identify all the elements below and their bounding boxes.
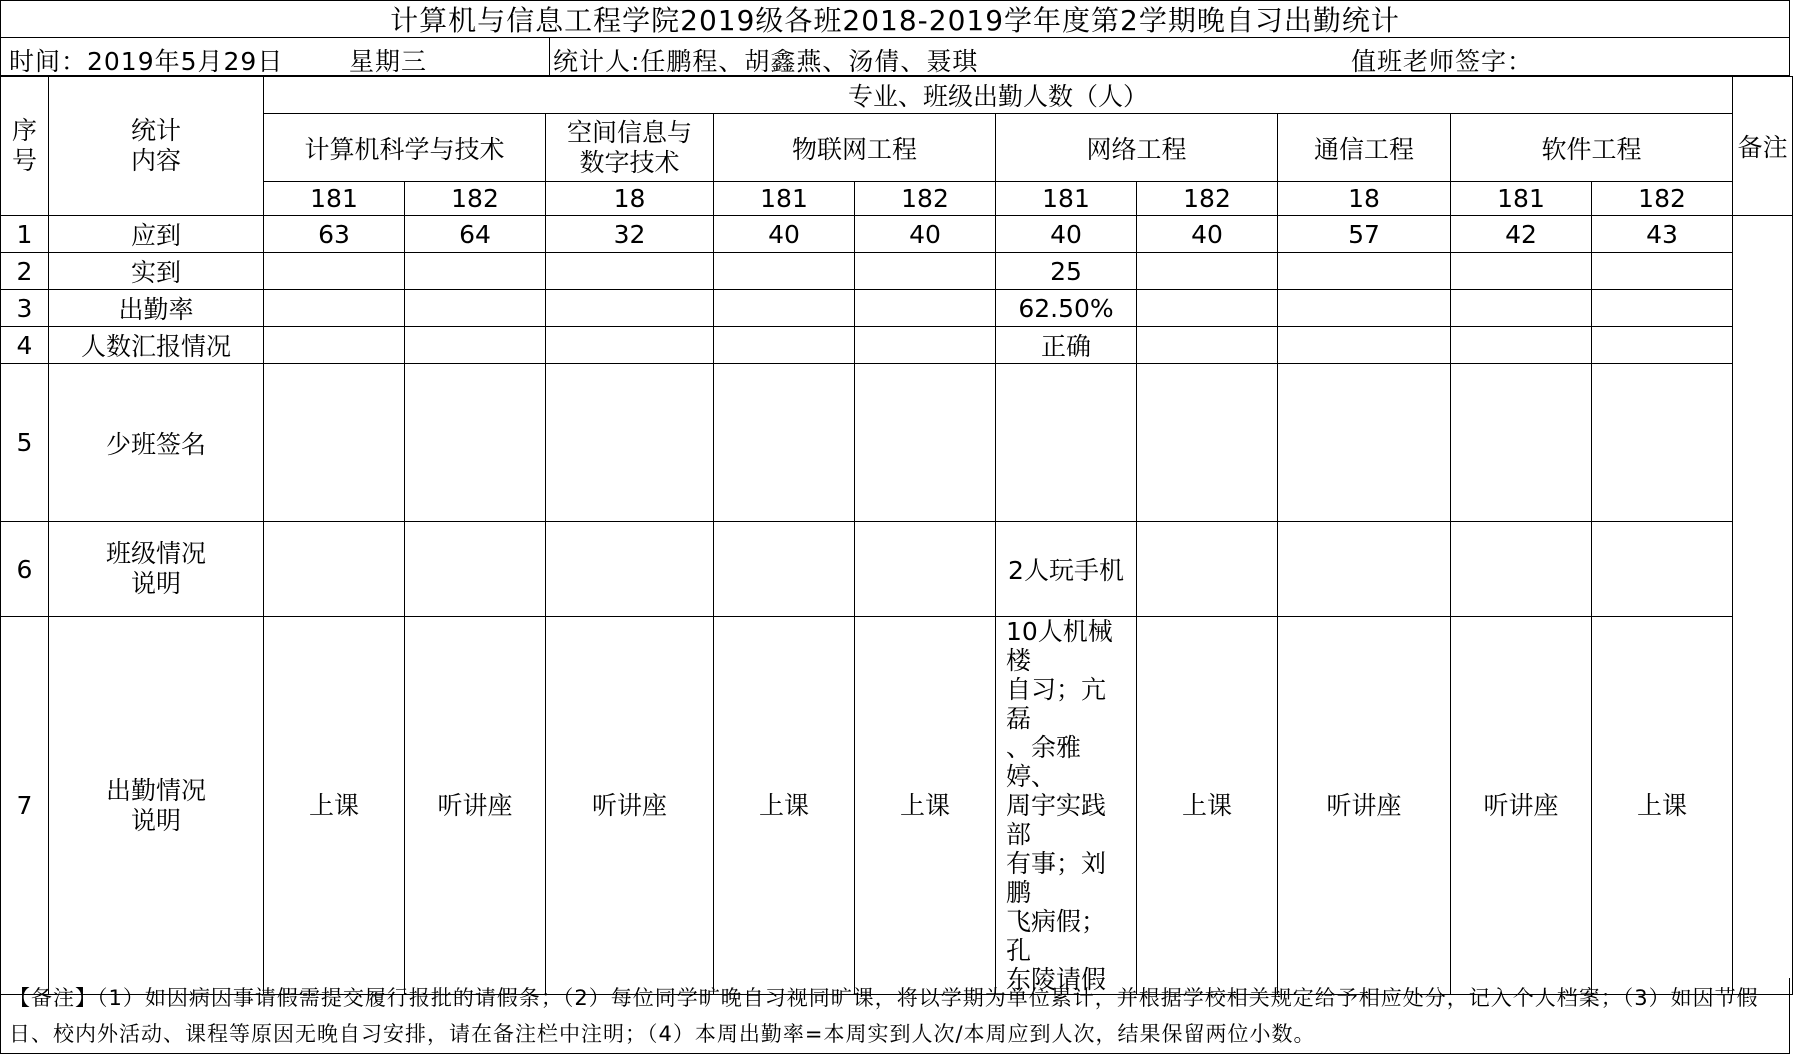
major-header: 软件工程 [1451,114,1733,182]
table-cell [1137,522,1278,617]
table-cell: 上课 [264,617,405,995]
table-cell [714,364,855,522]
class-header: 182 [855,182,996,216]
table-cell [546,290,714,327]
class-header: 18 [1278,182,1451,216]
table-cell [1451,290,1592,327]
table-cell [1451,253,1592,290]
table-cell [1451,327,1592,364]
row-label: 出勤情况 说明 [49,617,264,995]
sheet-title [0,0,1790,38]
table-cell: 40 [714,216,855,253]
table-row [1,364,1793,522]
table-cell [405,290,546,327]
info-divider [549,38,550,75]
major-header: 空间信息与 数字技术 [546,114,714,182]
table-cell [546,327,714,364]
row-label: 应到 [49,216,264,253]
table-cell [1137,327,1278,364]
header-row-majors [1,114,1793,182]
table-cell: 听讲座 [1451,617,1592,995]
table-cell: 10人机械楼 自习；亢磊 、余雅婷、 周宇实践部 有事；刘鹏 飞病假；孔 东陵请假 [996,617,1137,995]
table-cell [855,253,996,290]
row-label: 人数汇报情况 [49,327,264,364]
header-no: 序号 [1,77,49,216]
major-header: 物联网工程 [714,114,996,182]
table-cell [714,522,855,617]
row-label: 出勤率 [49,290,264,327]
header-remark: 备注 [1733,77,1793,216]
header-group: 专业、班级出勤人数（人） [264,77,1733,114]
table-cell [1137,253,1278,290]
attendance-table [0,76,1793,995]
row-number: 7 [1,617,49,995]
major-header: 通信工程 [1278,114,1451,182]
table-cell [855,522,996,617]
table-cell [405,522,546,617]
table-cell [1137,290,1278,327]
row-label: 班级情况 说明 [49,522,264,617]
row-number: 1 [1,216,49,253]
table-cell [546,522,714,617]
table-row [1,617,1793,995]
header-row-classes [1,182,1793,216]
table-cell [1592,290,1733,327]
row-label: 实到 [49,253,264,290]
table-cell [264,522,405,617]
class-header: 181 [1451,182,1592,216]
class-header: 18 [546,182,714,216]
table-cell [855,364,996,522]
table-cell [1278,290,1451,327]
table-cell [1451,364,1592,522]
class-header: 182 [1592,182,1733,216]
table-cell [714,327,855,364]
table-cell: 57 [1278,216,1451,253]
weekday-label: 星期三 [349,47,428,76]
remark-cell [1733,216,1793,995]
table-cell [1592,522,1733,617]
table-cell [546,253,714,290]
info-row [0,38,1790,76]
footer-notes [0,978,1790,1054]
table-cell: 40 [1137,216,1278,253]
table-cell [714,253,855,290]
table-cell: 上课 [1592,617,1733,995]
table-cell: 42 [1451,216,1592,253]
table-cell [1592,364,1733,522]
table-cell [855,290,996,327]
row-number: 5 [1,364,49,522]
table-cell [1592,327,1733,364]
major-header: 计算机科学与技术 [264,114,546,182]
table-cell: 听讲座 [546,617,714,995]
table-row [1,253,1793,290]
table-cell: 32 [546,216,714,253]
counters-label: 统计人:任鹏程、胡鑫燕、汤倩、聂琪 [553,47,979,76]
table-cell [855,327,996,364]
table-cell: 听讲座 [405,617,546,995]
table-cell [1278,253,1451,290]
table-cell [405,253,546,290]
table-cell: 63 [264,216,405,253]
table-cell [264,253,405,290]
date-label: 时间：2019年5月29日 [9,47,284,76]
row-number: 4 [1,327,49,364]
class-header: 181 [264,182,405,216]
table-cell [1592,253,1733,290]
row-number: 3 [1,290,49,327]
table-cell [1278,522,1451,617]
table-cell [996,364,1137,522]
table-row [1,327,1793,364]
table-cell [264,327,405,364]
class-header: 181 [996,182,1137,216]
table-cell [264,290,405,327]
table-cell [1278,327,1451,364]
table-cell: 上课 [1137,617,1278,995]
row-number: 6 [1,522,49,617]
table-cell [264,364,405,522]
major-header: 网络工程 [996,114,1278,182]
table-cell: 正确 [996,327,1137,364]
class-header: 182 [405,182,546,216]
table-cell: 40 [855,216,996,253]
table-cell: 25 [996,253,1137,290]
table-row [1,290,1793,327]
header-row-group [1,77,1793,114]
table-cell: 上课 [855,617,996,995]
footer-text: 【备注】（1）如因病因事请假需提交履行报批的请假条；（2）每位同学旷晚自习视同旷课，将以学期为单位累计，并根据学校相关规定给予相应处分，记入个人档案；（3）如因节假日、校内外活动、课程等原因无晚自习安排，请在备注栏中注明；（4）本周出勤率=本周实到人次/本周应到人次，结果保留两位小数。 [9,986,1759,1046]
table-cell: 听讲座 [1278,617,1451,995]
table-cell: 2人玩手机 [996,522,1137,617]
table-cell [1451,522,1592,617]
table-row [1,522,1793,617]
table-cell [405,327,546,364]
sheet-title-text: 计算机与信息工程学院2019级各班2018-2019学年度第2学期晚自习出勤统计 [390,4,1400,37]
table-cell [405,364,546,522]
table-cell: 64 [405,216,546,253]
row-label: 少班签名 [49,364,264,522]
class-header: 181 [714,182,855,216]
table-cell: 40 [996,216,1137,253]
table-cell: 上课 [714,617,855,995]
teacher-sign-label: 值班老师签字： [1351,47,1534,76]
table-cell: 62.50% [996,290,1137,327]
row-number: 2 [1,253,49,290]
class-header: 182 [1137,182,1278,216]
table-cell [1278,364,1451,522]
table-row [1,216,1793,253]
table-cell: 43 [1592,216,1733,253]
table-cell [714,290,855,327]
header-content: 统计 内容 [49,77,264,216]
table-cell [546,364,714,522]
table-cell [1137,364,1278,522]
